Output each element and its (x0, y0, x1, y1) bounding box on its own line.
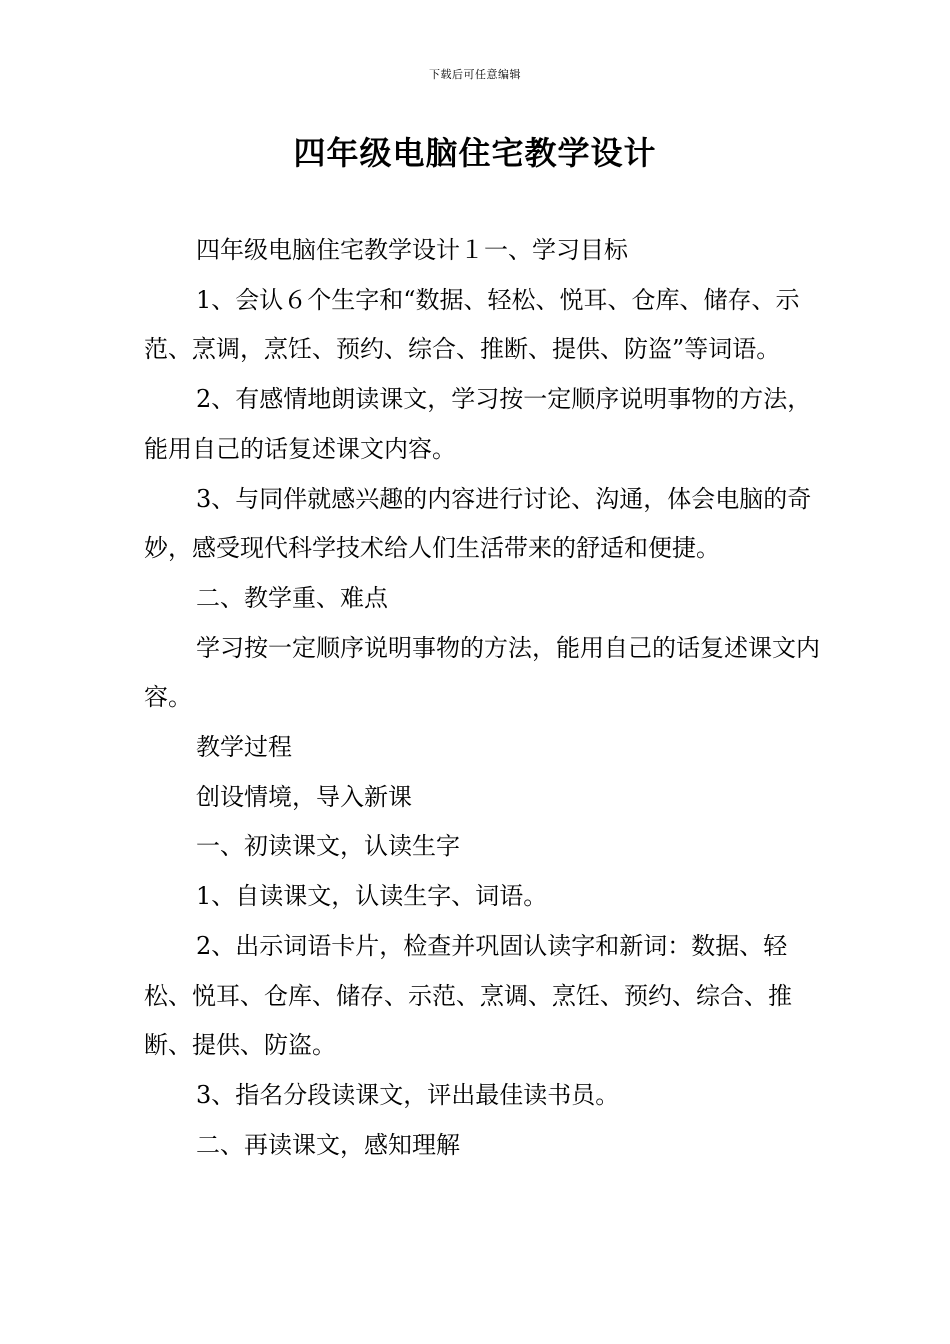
paragraph-objective-3: 3、与同伴就感兴趣的内容进行讨论、沟通，体会电脑的奇妙，感受现代科学技术给人们生活带来的舒适和便捷。 (144, 484, 812, 563)
section-heading-teaching-process: 教学过程 (196, 733, 292, 762)
paragraph-create-scenario: 创设情境，导入新课 (196, 782, 412, 811)
section-heading-first-reading: 一、初读课文，认读生字 (196, 832, 460, 861)
paragraph-step-2: 2、出示词语卡片，检查并巩固认读字和新词：数据、轻松、悦耳、仓库、储存、示范、烹调、烹饪、预约、综合、推断、提供、防盗。 (144, 931, 792, 1060)
section-heading-key-points: 二、教学重、难点 (196, 583, 388, 612)
paragraph-step-3: 3、指名分段读课文，评出最佳读书员。 (196, 1080, 620, 1109)
paragraph-objective-1: 1、会认６个生字和“数据、轻松、悦耳、仓库、储存、示范、烹调，烹饪、预约、综合、推断、提供、防盗”等词语。 (144, 285, 800, 364)
section-heading-second-reading: 二、再读课文，感知理解 (196, 1130, 460, 1159)
page-header-note: 下载后可任意编辑 (429, 68, 521, 81)
paragraph-intro-objectives: 四年级电脑住宅教学设计１一、学习目标 (196, 236, 628, 264)
document-body (144, 226, 834, 1170)
paragraph-key-points: 学习按一定顺序说明事物的方法，能用自己的话复述课文内容。 (144, 633, 820, 712)
document-title: 四年级电脑住宅教学设计 (293, 134, 657, 172)
paragraph-step-1: 1、自读课文，认读生字、词语。 (196, 882, 548, 911)
paragraph-objective-2: 2、有感情地朗读课文，学习按一定顺序说明事物的方法，能用自己的话复述课文内容。 (144, 385, 812, 463)
